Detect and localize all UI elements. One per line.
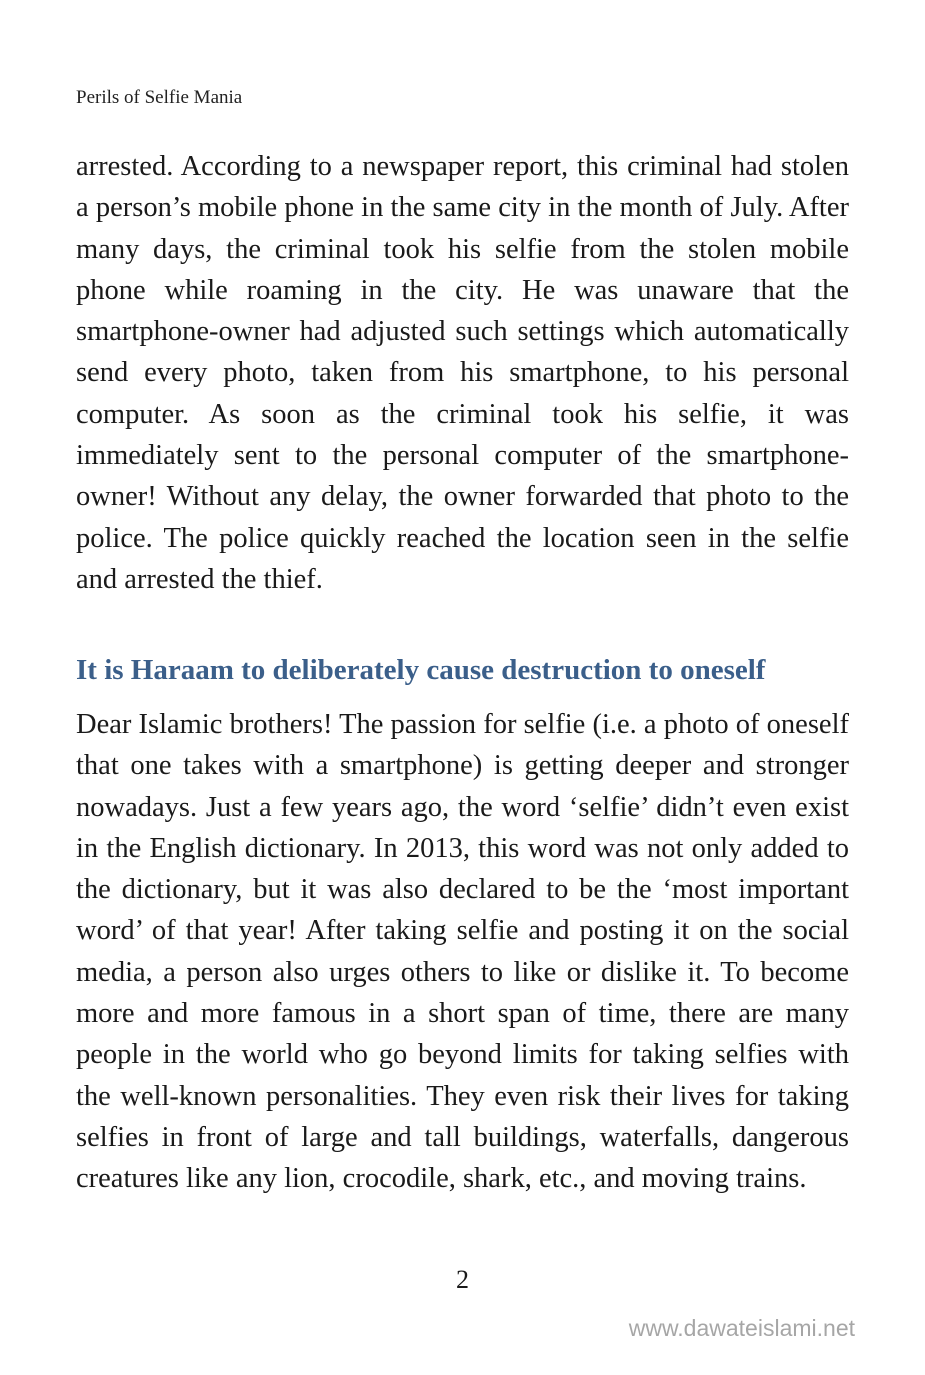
section-heading: It is Haraam to deliberately cause destruction to oneself bbox=[76, 654, 766, 686]
running-header: Perils of Selfie Mania bbox=[76, 87, 243, 108]
page-number: 2 bbox=[456, 1265, 469, 1294]
body-paragraph-1: arrested. According to a newspaper report, this criminal had stolen a person’s mobile phone in the same city in the month of July. After many days, the criminal took his selfie from the stolen mobile phone while roaming in the city. He was unaware that the smartphone-owner had adjusted such settings which automatically send every photo, taken from his smartphone, to his personal computer. As soon as the criminal took his selfie, it was immediately sent to the personal computer of the smartphone-owner! Without any delay, the owner forwarded that photo to the police. The police quickly reached the location seen in the selfie and arrested the thief. bbox=[76, 151, 849, 595]
website-watermark: www.dawateislami.net bbox=[628, 1315, 855, 1341]
body-paragraph-2: Dear Islamic brothers! The passion for selfie (i.e. a photo of oneself that one takes with a smartphone) is getting deeper and stronger nowadays. Just a few years ago, the word ‘selfie’ didn’t even exist in the English dictionary. In 2013, this word was not only added to the dictionary, but it was also declared to be the ‘most important word’ of that year! After taking selfie and posting it on the social media, a person also urges others to like or dislike it. To become more and more famous in a short span of time, there are many people in the world who go beyond limits for taking selfies with the well-known personalities. They even risk their lives for taking selfies in front of large and tall buildings, waterfalls, dangerous creatures like any lion, crocodile, shark, etc., and moving trains. bbox=[76, 709, 849, 1195]
